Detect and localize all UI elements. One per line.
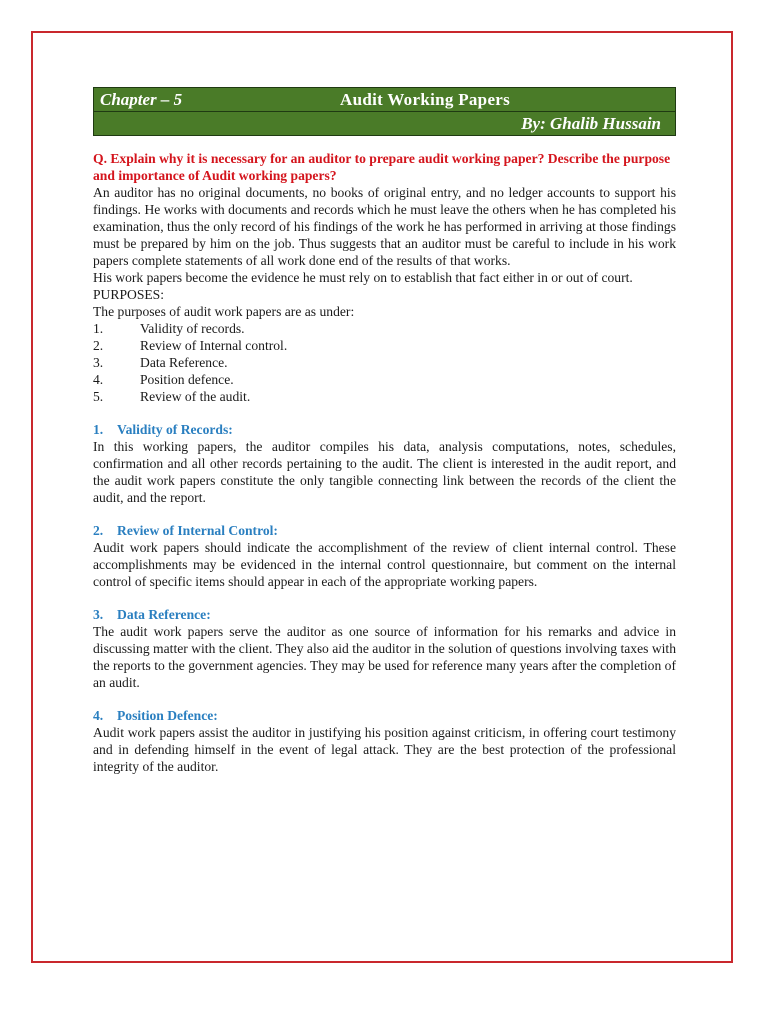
list-item: [93, 388, 676, 405]
list-number: 3.: [93, 355, 104, 370]
section-number: 1.: [93, 422, 104, 437]
list-number: 5.: [93, 389, 104, 404]
section-body: In this working papers, the auditor compiles his data, analysis computations, notes, schedules, confirmation and all other records pertaining to the audit. The client is interested in the audit report, and the audit work papers constitute the only tangible connecting link between the records of the client the audit, and the report.: [93, 439, 676, 505]
list-text: Validity of records.: [140, 321, 245, 336]
question: Q. Explain why it is necessary for an auditor to prepare audit working paper? Describe the purpose and importance of Audit working papers?: [93, 151, 671, 183]
list-item: [93, 354, 676, 371]
section-body: Audit work papers assist the auditor in justifying his position against criticism, in offering court testimony and in defending himself in the event of legal attack. They are the best protection of the professional integrity of the auditor.: [93, 725, 676, 774]
section-title: Position Defence:: [117, 708, 218, 723]
section-title: Validity of Records:: [117, 422, 233, 437]
header-row-title: [94, 88, 675, 111]
purposes-label: PURPOSES:: [93, 287, 165, 302]
section-title: Review of Internal Control:: [117, 523, 278, 538]
document-content: [93, 87, 676, 775]
section-internal-control: [93, 522, 676, 590]
intro-paragraph-1: An auditor has no original documents, no books of original entry, and no ledger accounts to support his findings. He works with documents and records which he must leave the others when he has completed his examination, thus the only record of his findings of the work he has performed in arriving at those findings must be prepared by him on the job. Thus suggests that an auditor must be careful to include in his work papers complete statements of all work done end of the results of that works.: [93, 185, 676, 268]
list-number: 1.: [93, 321, 104, 336]
section-heading: [93, 522, 676, 539]
section-title: Data Reference:: [117, 607, 211, 622]
section-data-reference: [93, 606, 676, 691]
author: By: Ghalib Hussain: [521, 113, 661, 133]
list-text: Review of Internal control.: [140, 338, 288, 353]
list-item: [93, 371, 676, 388]
list-item: [93, 320, 676, 337]
chapter-number: Chapter – 5: [100, 89, 183, 109]
chapter-title: Audit Working Papers: [340, 89, 511, 109]
list-text: Position defence.: [140, 372, 234, 387]
list-number: 4.: [93, 372, 104, 387]
purposes-intro: The purposes of audit work papers are as under:: [93, 304, 355, 319]
list-number: 2.: [93, 338, 104, 353]
header-row-author: [94, 111, 675, 135]
list-item: [93, 337, 676, 354]
chapter-header: [93, 87, 676, 136]
intro-paragraph-2: His work papers become the evidence he must rely on to establish that fact either in or out of court.: [93, 270, 633, 285]
section-number: 4.: [93, 708, 104, 723]
list-text: Data Reference.: [140, 355, 228, 370]
section-position-defence: [93, 707, 676, 775]
section-validity: [93, 421, 676, 506]
purposes-list: [93, 320, 676, 405]
list-text: Review of the audit.: [140, 389, 251, 404]
section-body: The audit work papers serve the auditor as one source of information for his remarks and advice in discussing matter with the client. They also aid the auditor in the solution of questions involving taxes with the reports to the government agencies. They may be used for reference many years after the completion of an audit.: [93, 624, 676, 690]
section-heading: [93, 606, 676, 623]
section-heading: [93, 421, 676, 438]
section-heading: [93, 707, 676, 724]
section-number: 2.: [93, 523, 104, 538]
section-number: 3.: [93, 607, 104, 622]
section-body: Audit work papers should indicate the accomplishment of the review of client internal control. These accomplishments may be evidenced in the internal control questionnaire, but comment on the internal control of specific items should appear in each of the appropriate working papers.: [93, 540, 676, 589]
